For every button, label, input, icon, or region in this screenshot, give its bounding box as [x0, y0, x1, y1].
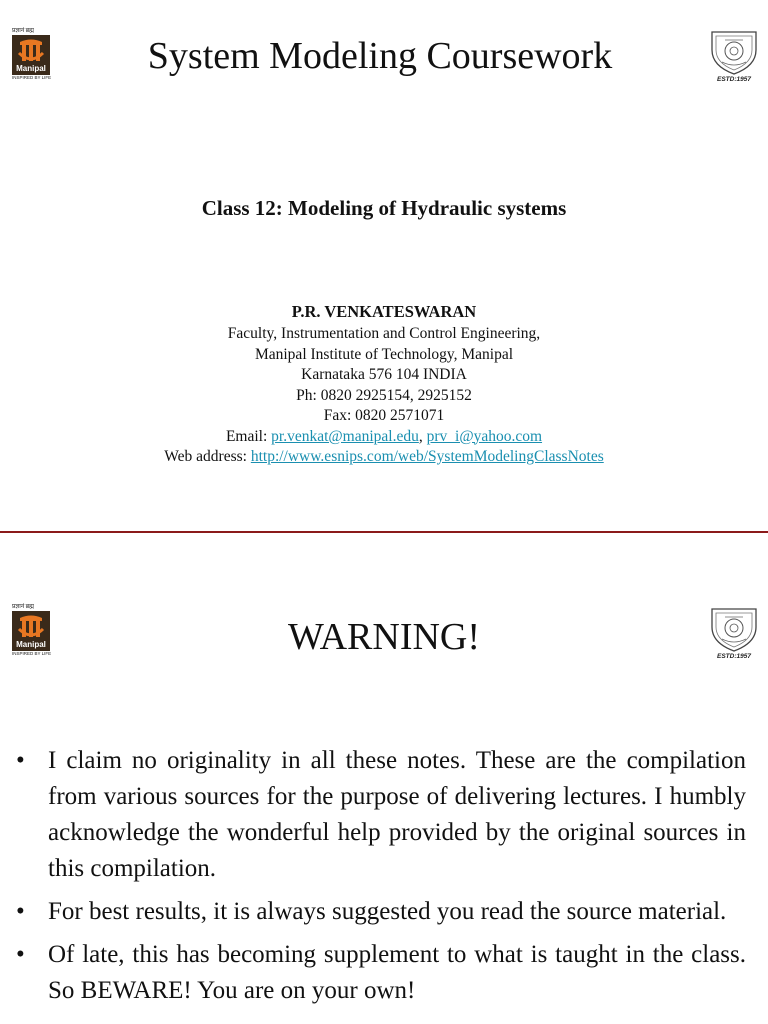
list-item	[16, 894, 746, 930]
contact-line-fax: Fax: 0820 2571071	[323, 407, 445, 424]
warning-heading: WARNING!	[287, 616, 481, 658]
contact-line-web	[0, 447, 768, 468]
logo-motto: प्रज्ञानं ब्रह्म	[12, 28, 34, 34]
author-name: P.R. VENKATESWARAN	[291, 302, 477, 321]
logo-name: Manipal	[16, 64, 46, 73]
institute-seal	[706, 26, 762, 84]
bullet-icon: •	[16, 747, 25, 774]
contact-line-institute: Manipal Institute of Technology, Manipal	[254, 345, 514, 363]
warning-bullet-list	[16, 743, 746, 1016]
web-label: Web address:	[164, 448, 251, 465]
seal-estd: ESTD:1957	[717, 76, 751, 83]
manipal-logo	[12, 27, 52, 81]
email-link-yahoo[interactable]: prv_i@yahoo.com	[426, 427, 543, 445]
slide-title-heading: System Modeling Coursework	[147, 35, 613, 77]
list-item	[16, 937, 746, 1009]
contact-line-address: Karnataka 576 104 INDIA	[301, 366, 467, 383]
logo-tagline: INSPIRED BY LIFE	[12, 651, 52, 656]
contact-line-faculty: Faculty, Instrumentation and Control Engineering,	[227, 325, 541, 342]
bullet-icon: •	[16, 898, 25, 925]
email-label: Email:	[225, 427, 272, 445]
bullet-text: I claim no originality in all these notes. These are the compilation from various sources for the purpose of delivering lectures. I humbly acknowledge the wonderful help provided by the original sources in this compilation.	[48, 747, 746, 882]
institute-seal-icon	[708, 603, 760, 653]
email-separator: ,	[418, 427, 427, 445]
web-address-link[interactable]: http://www.esnips.com/web/SystemModelingClassNotes	[250, 448, 604, 465]
email-link-manipal[interactable]: pr.venkat@manipal.edu	[271, 427, 419, 445]
contact-block	[0, 324, 768, 468]
bullet-text: Of late, this has becoming supplement to what is taught in the class. So BEWARE! You are on your own!	[48, 941, 746, 1004]
contact-line-phone: Ph: 0820 2925154, 2925152	[296, 386, 472, 404]
bullet-icon: •	[16, 941, 25, 968]
logo-motto: प्रज्ञानं ब्रह्म	[12, 604, 34, 610]
seal-estd: ESTD:1957	[717, 653, 751, 660]
list-item	[16, 743, 746, 887]
slide-warning	[0, 533, 768, 1024]
bullet-text: For best results, it is always suggested you read the source material.	[48, 898, 727, 925]
institute-seal-icon	[708, 26, 760, 76]
institute-seal	[706, 603, 762, 661]
class-subtitle: Class 12: Modeling of Hydraulic systems	[201, 196, 567, 220]
logo-name: Manipal	[16, 640, 46, 649]
logo-tagline: INSPIRED BY LIFE	[12, 75, 52, 80]
contact-line-email	[0, 427, 768, 448]
